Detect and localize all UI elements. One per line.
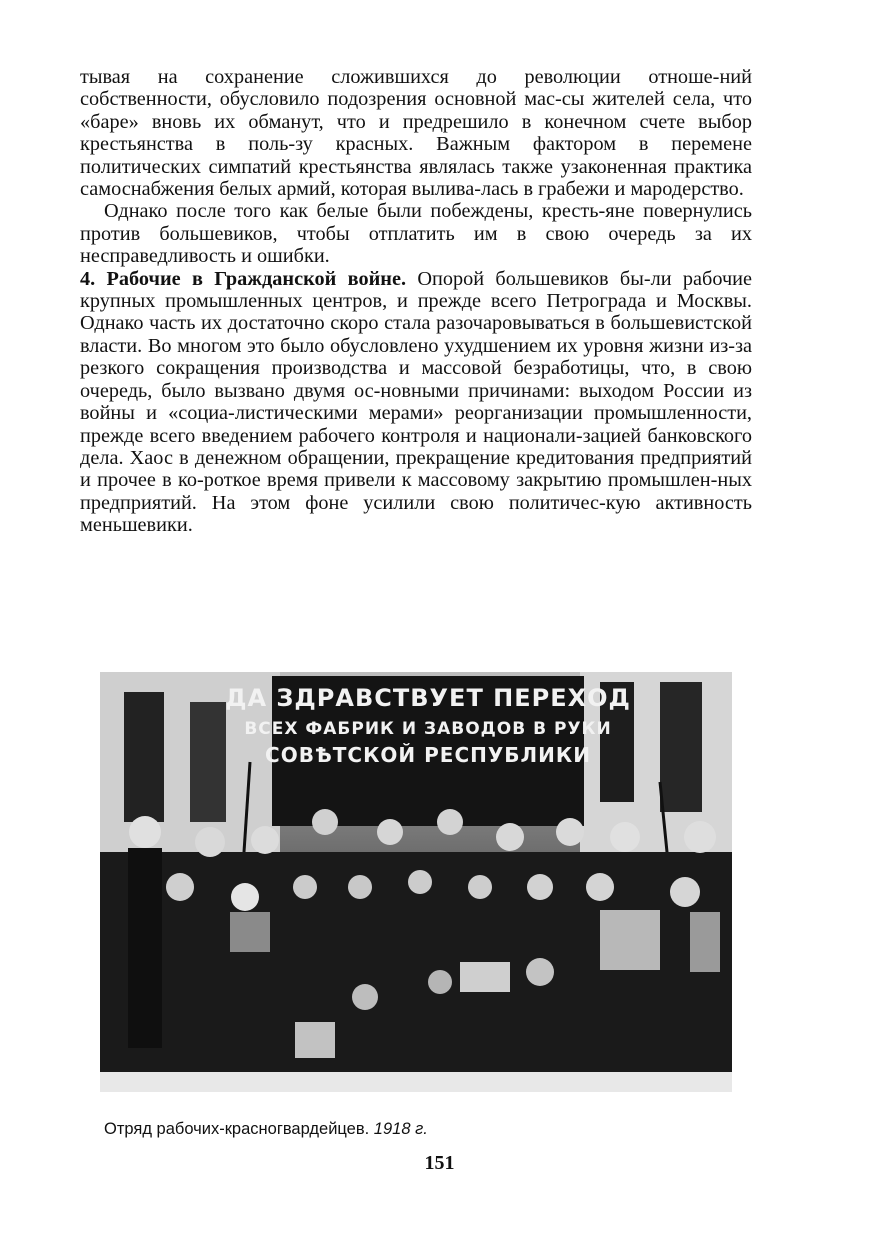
paragraph-3	[80, 268, 752, 537]
page-number: 151	[424, 1152, 455, 1174]
photo-caption	[104, 1120, 428, 1139]
historical-photo	[100, 672, 732, 1092]
banner-line-1: ДА ЗДРАВСТВУЕТ ПЕРЕХОД	[225, 684, 631, 712]
section-body: Опорой большевиков бы-ли рабочие крупных промышленных центров, и прежде всего Петрограда и Москвы. Однако часть их достаточно скоро стала разочаровываться в большевистской власти. Во многом это было обусловлено ухудшением их уровня жизни из-за резкого сокращения производства и массовой безработицы, что, в свою очередь, было вызвано двумя ос-новными причинами: выходом России из войны и «социа-листическими мерами» реорганизации промышленности, прежде всего введением рабочего контроля и национали-зацией банковского дела. Хаос в денежном обращении, прекращение кредитования предприятий и прочее в ко-роткое время привели к массовому закрытию промышлен-ных предприятий. На этом фоне усилили свою политичес-кую активность меньшевики.	[80, 267, 752, 537]
banner-line-2: ВСЕХ ФАБРИК И ЗАВОДОВ В РУКИ	[244, 719, 612, 739]
caption-year: 1918 г.	[373, 1120, 428, 1138]
banner-line-3: СОВѢТСКОЙ РЕСПУБЛИКИ	[265, 743, 591, 767]
section-heading: 4. Рабочие в Гражданской войне.	[80, 267, 407, 290]
caption-text: Отряд рабочих-красногвардейцев.	[104, 1120, 370, 1138]
main-text	[80, 66, 752, 537]
paragraph-2: Однако после того как белые были побеждены, кресть-яне повернулись против большевиков, чтобы отплатить им в свою очередь за их несправедливость и ошибки.	[80, 200, 752, 268]
paragraph-1: тывая на сохранение сложившихся до революции отноше-ний собственности, обусловило подозрения основной мас-сы жителей села, что «баре» вновь их обманут, что и предрешило в конечном счете выбор крестьянства в поль-зу красных. Важным фактором в перемене политических симпатий крестьянства являлась также узаконенная практика самоснабжения белых армий, которая вылива-лась в грабежи и мародерство.	[80, 66, 752, 201]
